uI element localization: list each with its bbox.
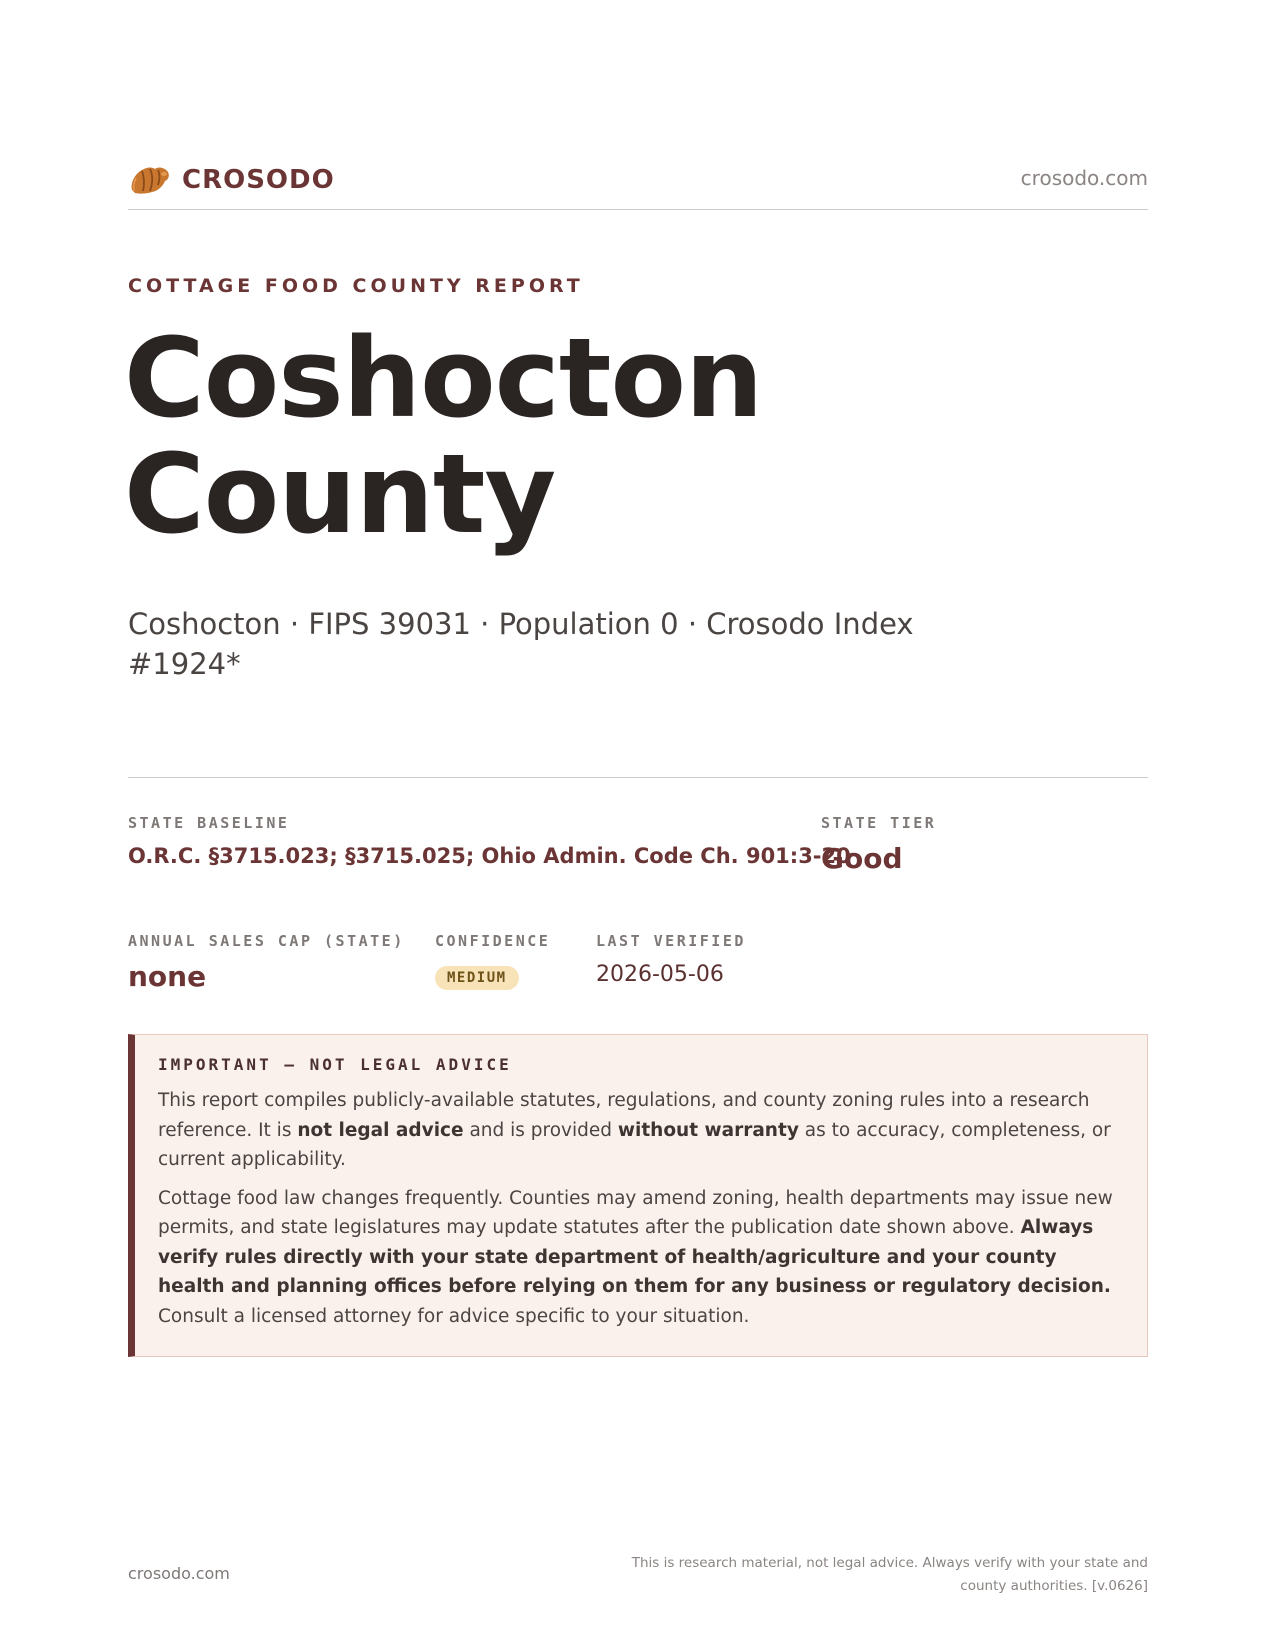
last-verified-value: 2026-05-06 bbox=[596, 962, 724, 987]
notice-paragraph-2 bbox=[158, 1184, 1123, 1332]
notice-emphasis: not legal advice bbox=[297, 1119, 464, 1141]
state-tier-value: Good bbox=[821, 842, 903, 875]
title-line-2: County bbox=[124, 430, 556, 558]
last-verified-field bbox=[596, 932, 746, 987]
site-url-link[interactable]: crosodo.com bbox=[1020, 166, 1148, 190]
page-title bbox=[124, 314, 763, 558]
confidence-field bbox=[435, 932, 550, 990]
state-baseline-value: O.R.C. §3715.023; §3715.025; Ohio Admin. Code Ch. 901:3-20 bbox=[128, 844, 851, 868]
last-verified-label: LAST VERIFIED bbox=[596, 932, 746, 950]
county-subtitle: Coshocton · FIPS 39031 · Population 0 · Crosodo Index #1924* bbox=[128, 607, 914, 681]
notice-text: Cottage food law changes frequently. Counties may amend zoning, health departments may issue new permits, and state legislatures may update statutes after the publication date shown above. bbox=[158, 1187, 1113, 1238]
notice-text: as to accuracy, completeness, or current applicability. bbox=[158, 1119, 1111, 1170]
state-tier-label: STATE TIER bbox=[821, 814, 937, 832]
report-eyebrow: COTTAGE FOOD COUNTY REPORT bbox=[128, 275, 584, 297]
brand[interactable] bbox=[128, 160, 335, 200]
sales-cap-field bbox=[128, 932, 405, 993]
notice-title: IMPORTANT — NOT LEGAL ADVICE bbox=[158, 1055, 512, 1074]
legal-notice-box bbox=[128, 1034, 1148, 1357]
footer-site-url[interactable]: crosodo.com bbox=[128, 1564, 230, 1583]
notice-text: This report compiles publicly-available statutes, regulations, and county zoning rules into a research reference. It is bbox=[158, 1090, 1090, 1141]
notice-paragraph-1 bbox=[158, 1086, 1123, 1175]
sales-cap-label: ANNUAL SALES CAP (STATE) bbox=[128, 932, 405, 950]
state-baseline-label: STATE BASELINE bbox=[128, 814, 290, 832]
notice-emphasis: without warranty bbox=[617, 1119, 799, 1141]
croissant-icon bbox=[128, 160, 172, 200]
notice-emphasis: Always verify rules directly with your state department of health/agriculture and your county health and planning offices before relying on them for any business or regulatory decision. bbox=[158, 1217, 1111, 1297]
state-baseline-field bbox=[128, 814, 851, 868]
footer-disclaimer: This is research material, not legal advice. Always verify with your state and county authorities. [v.0626] bbox=[631, 1555, 1148, 1594]
notice-text: and is provided bbox=[463, 1119, 618, 1141]
state-tier-field bbox=[821, 814, 936, 875]
confidence-label: CONFIDENCE bbox=[435, 932, 551, 950]
confidence-badge: MEDIUM bbox=[435, 966, 519, 990]
brand-name: CROSODO bbox=[182, 165, 335, 195]
section-divider bbox=[128, 777, 1148, 778]
page-header bbox=[128, 160, 1148, 210]
sales-cap-value: none bbox=[128, 960, 207, 993]
report-page bbox=[124, 0, 1148, 1650]
notice-text: Consult a licensed attorney for advice specific to your situation. bbox=[158, 1305, 750, 1327]
title-line-1: Coshocton bbox=[124, 314, 763, 442]
